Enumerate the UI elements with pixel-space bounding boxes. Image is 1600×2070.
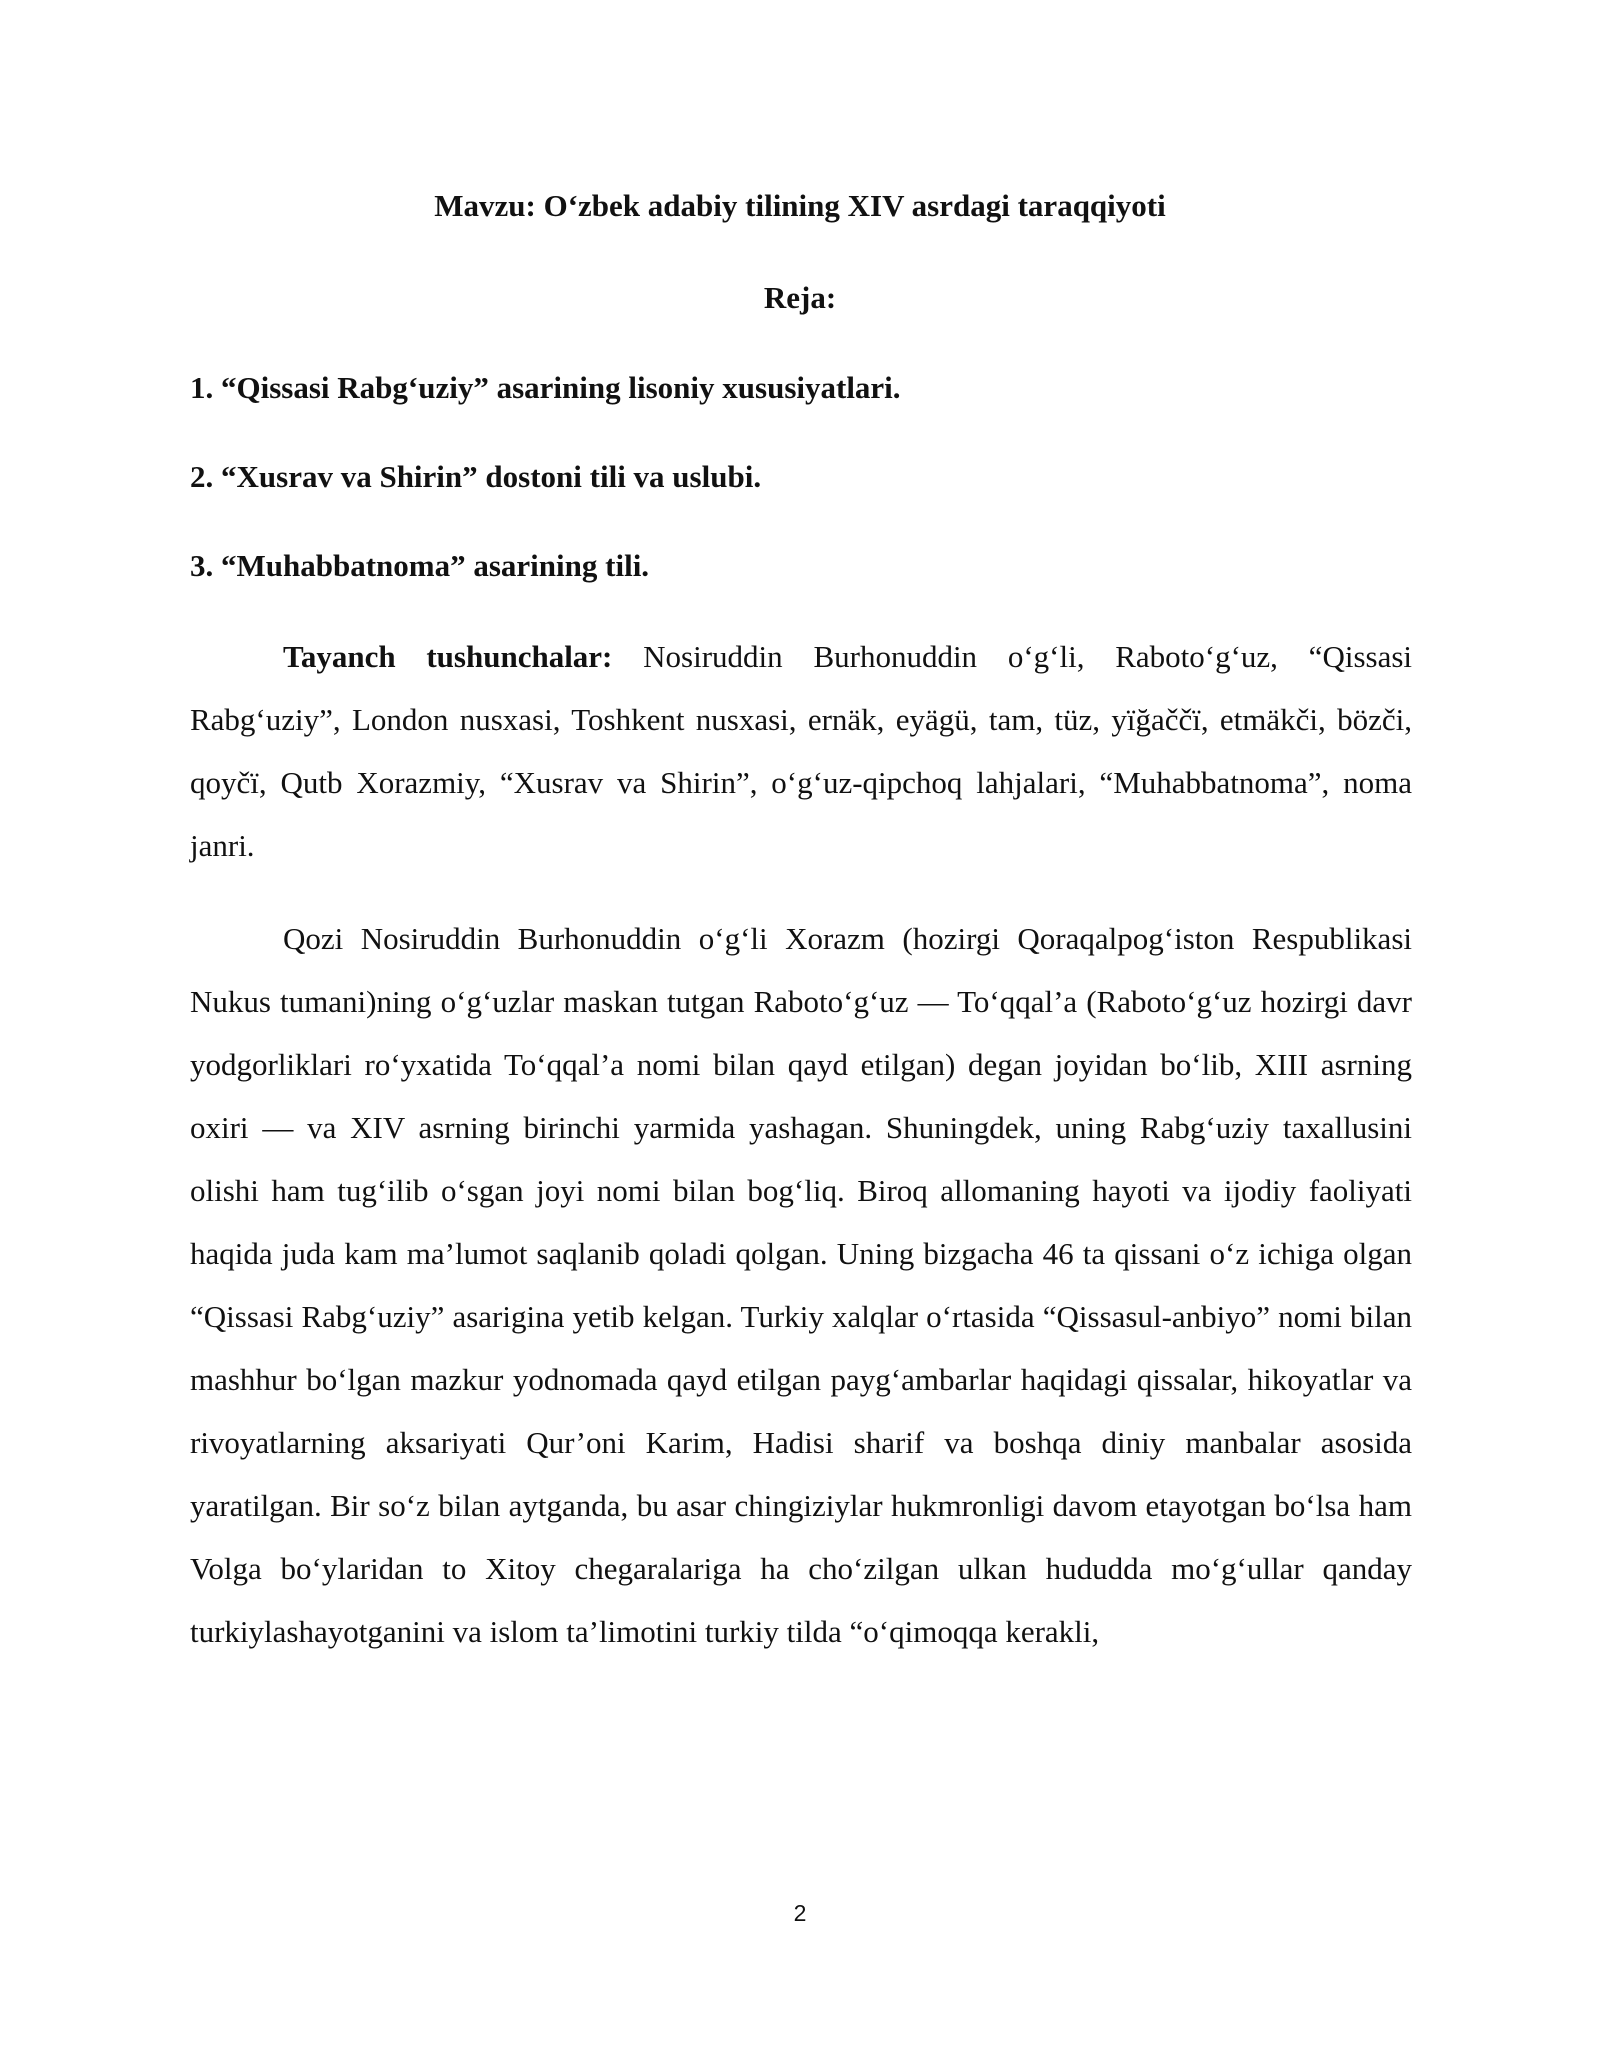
body-paragraph: Qozi Nosiruddin Burhonuddin o‘g‘li Xorazm (hozirgi Qoraqalpog‘iston Respublikasi Nukus tumani)ning o‘g‘uzlar maskan tutgan Raboto‘g‘uz — To‘qqal’a (Raboto‘g‘uz hozirgi davr yodgorliklari ro‘yxatida To‘qqal’a nomi bilan qayd etilgan) degan joyidan bo‘lib, XIII asrning oxiri — va XIV asrning birinchi yarmida yashagan. Shuningdek, uning Rabg‘uziy taxallusini olishi ham tug‘ilib o‘sgan joyi nomi bilan bog‘liq. Biroq allomaning hayoti va ijodiy faoliyati haqida juda kam ma’lumot saqlanib qoladi qolgan. Uning bizgacha 46 ta qissani o‘z ichiga olgan “Qissasi Rabg‘uziy” asarigina yetib kelgan. Turkiy xalqlar o‘rtasida “Qissasul-anbiyo” nomi bilan mashhur bo‘lgan mazkur yodnomada qayd etilgan payg‘ambarlar haqidagi qissalar, hikoyatlar va rivoyatlarning aksariyati Qur’oni Karim, Hadisi sharif va boshqa diniy manbalar asosida yaratilgan. Bir so‘z bilan aytganda, bu asar chingiziylar hukmronligi davom etayotgan bo‘lsa ham Volga bo‘ylaridan to Xitoy chegaralariga ha cho‘zilgan ulkan hududda mo‘g‘ullar qanday turkiylashayotganini va islom ta’limotini turkiy tilda “o‘qimoqqa kerakli, (190, 921, 1412, 1649)
keywords-label: Tayanch tushunchalar: (283, 639, 613, 674)
page-title: Mavzu: O‘zbek adabiy tilining XIV asrdagi taraqqiyoti (434, 188, 1166, 223)
keywords-paragraph (190, 625, 1412, 877)
keywords-text: Nosiruddin Burhonuddin o‘g‘li, Raboto‘g‘uz, “Qissasi Rabg‘uziy”, London nusxasi, Toshkent nusxasi, ernäk, eyägü, tam, tüz, yïğaččï, etmäkči, bözči, qoyčï, Qutb Xorazmiy, “Xusrav va Shirin”, o‘g‘uz-qipchoq lahjalari, “Muhabbatnoma”, noma janri. (190, 639, 1413, 863)
page-number: 2 (793, 1900, 807, 1926)
plan-heading: Reja: (763, 280, 837, 315)
plan-list (190, 368, 1410, 635)
plan-item: 2. “Xusrav va Shirin” dostoni tili va uslubi. (190, 459, 762, 494)
plan-item: 1. “Qissasi Rabg‘uziy” asarining lisoniy xususiyatlari. (190, 370, 901, 405)
plan-item: 3. “Muhabbatnoma” asarining tili. (190, 548, 650, 583)
